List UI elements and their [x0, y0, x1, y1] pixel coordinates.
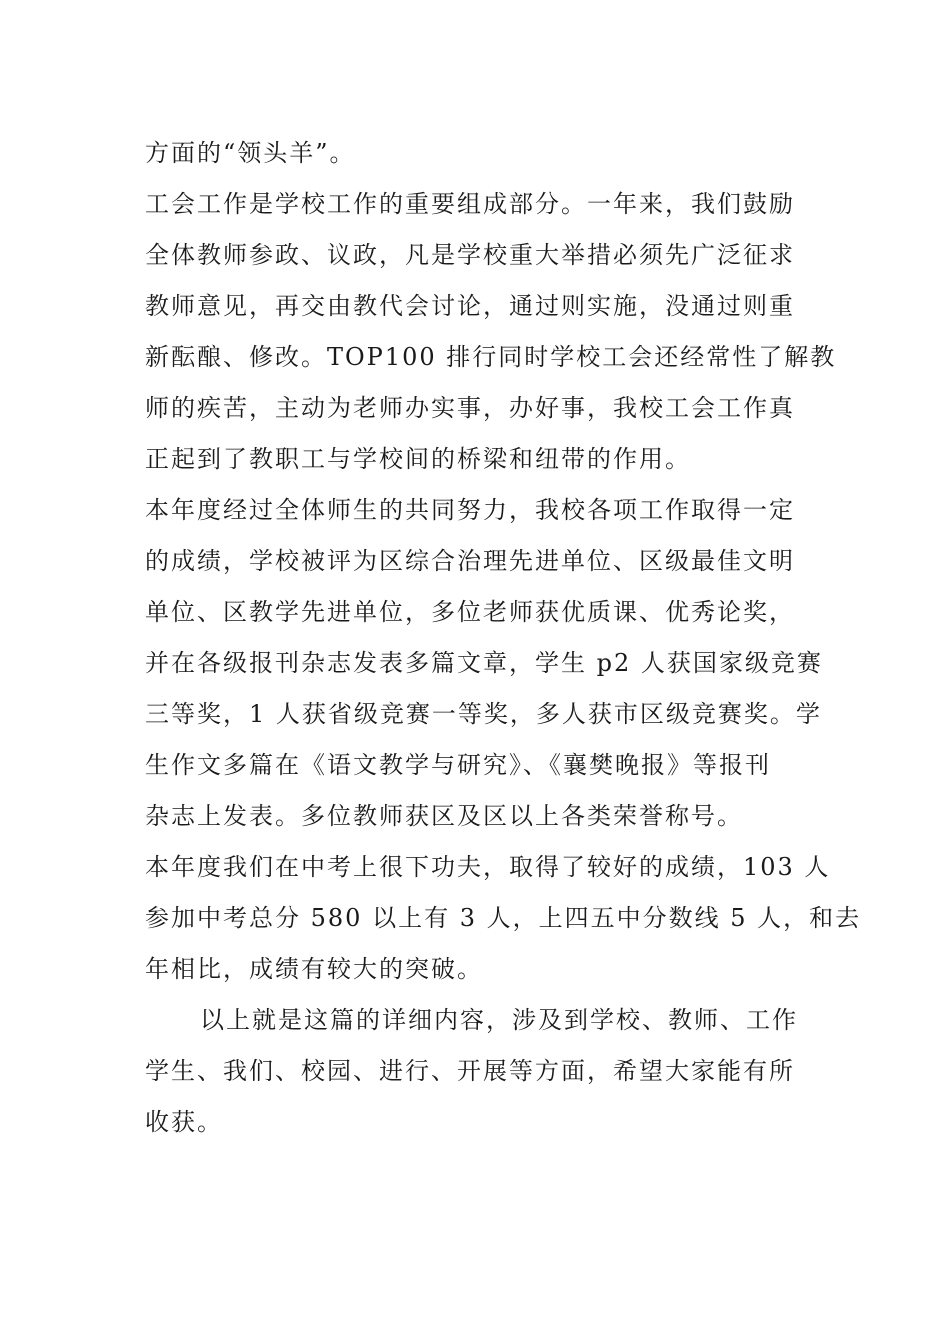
text-line: 年相比，成绩有较大的突破。 [145, 955, 483, 983]
text-line: 学生、我们、校园、进行、开展等方面，希望大家能有所 [145, 1057, 795, 1085]
text-line: 本年度我们在中考上很下功夫，取得了较好的成绩，103 人 [145, 853, 831, 881]
text-line: 以上就是这篇的详细内容，涉及到学校、教师、工作 [200, 1006, 798, 1034]
text-line: 师的疾苦，主动为老师办实事，办好事，我校工会工作真 [145, 394, 795, 422]
text-line: 正起到了教职工与学校间的桥梁和纽带的作用。 [145, 445, 691, 473]
text-line: 三等奖，1 人获省级竞赛一等奖，多人获市区级竞赛奖。学 [145, 700, 822, 728]
text-line: 杂志上发表。多位教师获区及区以上各类荣誉称号。 [145, 802, 743, 830]
text-line: 生作文多篇在《语文教学与研究》、《襄樊晚报》等报刊 [145, 751, 771, 779]
document-body [145, 128, 862, 1148]
text-line: 全体教师参政、议政，凡是学校重大举措必须先广泛征求 [145, 241, 795, 269]
text-line: 并在各级报刊杂志发表多篇文章，学生 p2 人获国家级竞赛 [145, 649, 823, 677]
text-line: 教师意见，再交由教代会讨论，通过则实施，没通过则重 [145, 292, 795, 320]
text-line: 工会工作是学校工作的重要组成部分。一年来，我们鼓励 [145, 190, 795, 218]
text-line: 新酝酿、修改。TOP100 排行同时学校工会还经常性了解教 [145, 343, 837, 371]
text-line: 参加中考总分 580 以上有 3 人，上四五中分数线 5 人，和去 [145, 904, 862, 932]
text-line: 方面的“领头羊”。 [145, 139, 356, 167]
text-line: 单位、区教学先进单位，多位老师获优质课、优秀论奖， [145, 598, 795, 626]
text-line: 收获。 [145, 1108, 223, 1136]
text-line: 的成绩，学校被评为区综合治理先进单位、区级最佳文明 [145, 547, 795, 575]
text-line: 本年度经过全体师生的共同努力，我校各项工作取得一定 [145, 496, 795, 524]
